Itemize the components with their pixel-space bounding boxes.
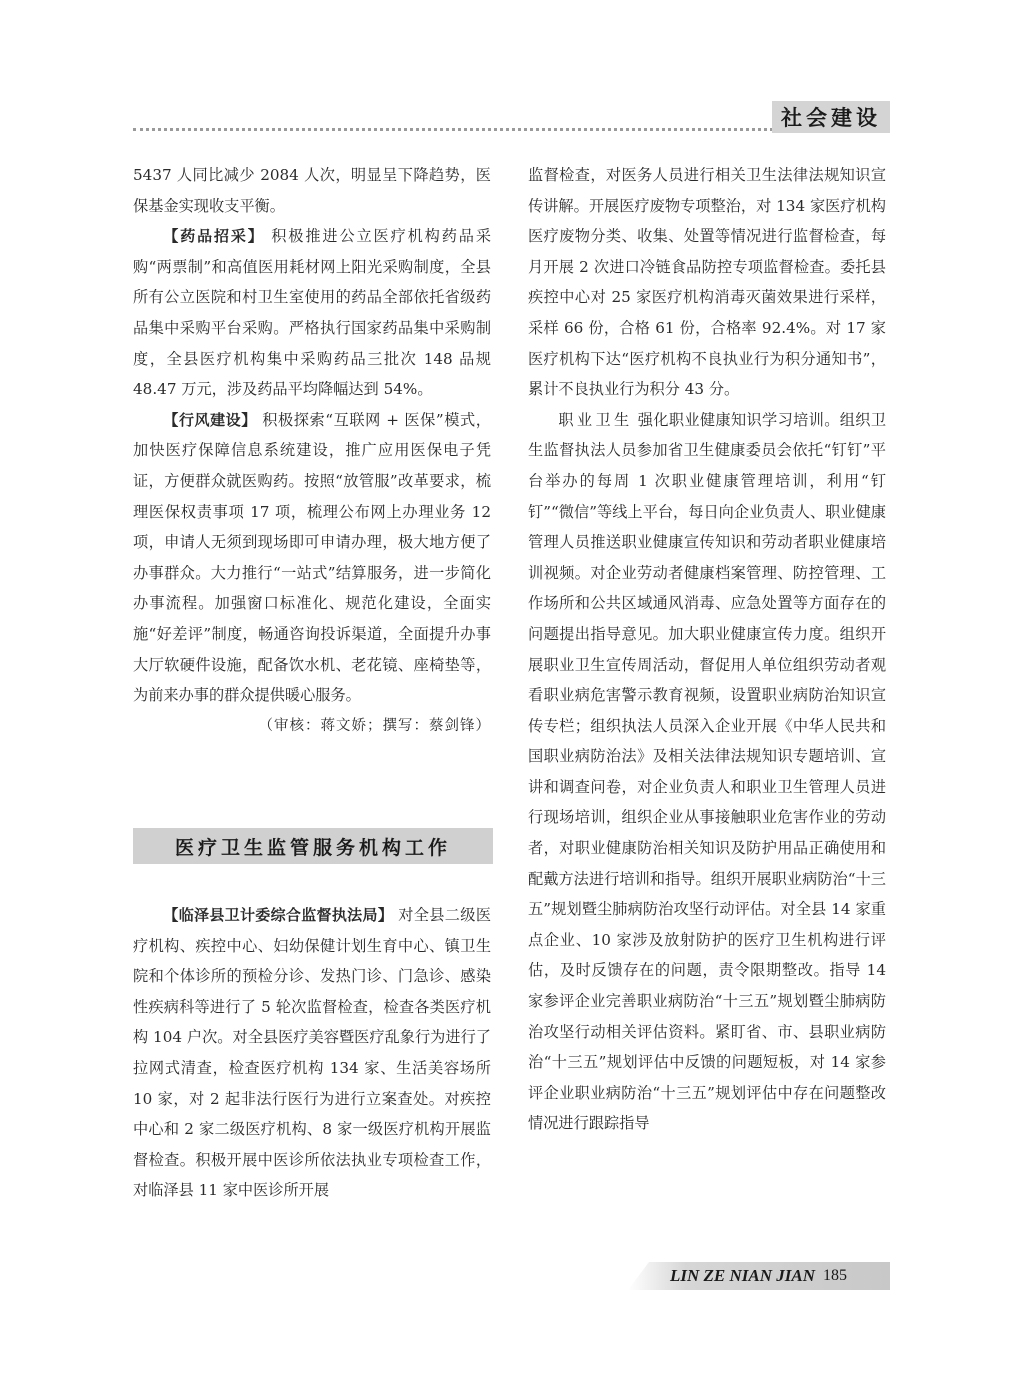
paragraph-enforcement-bureau	[133, 900, 491, 1206]
paragraph-drug-procurement	[133, 221, 491, 405]
journal-name: LIN ZE NIAN JIAN	[670, 1266, 815, 1285]
left-column-bottom	[133, 900, 491, 1206]
label-drug-procurement: 【药品招采】	[163, 227, 265, 246]
footer	[670, 1262, 847, 1290]
credit-line: （审核：蒋文娇；撰写：蔡剑锋）	[258, 717, 491, 734]
right-column	[528, 160, 886, 1139]
paragraph-occupational-health	[528, 405, 886, 1139]
section-banner	[133, 828, 493, 864]
paragraph-supervision: 监督检查，对医务人员进行相关卫生法律法规知识宣传讲解。开展医疗废物专项整治，对 134 家医疗机构医疗废物分类、收集、处置等情况进行监督检查，每月开展 2 次进口冷链食品防控专项监督检查。委托县疾控中心对 25 家医疗机构消毒灭菌效果进行采样，采样 66 份，合格 61 份，合格率 92.4%。对 17 家医疗机构下达“医疗机构不良执业行为积分通知书”，累计不良执业行为积分 43 分。	[528, 166, 886, 399]
label-enforcement-bureau: 【临泽县卫计委综合监督执法局】	[163, 906, 394, 924]
left-column-top	[133, 160, 491, 741]
text-enforcement-bureau: 对全县二级医疗机构、疾控中心、妇幼保健计划生育中心、镇卫生院和个体诊所的预检分诊、发热门诊、门急诊、感染性疾病科等进行了 5 轮次监督检查，检查各类医疗机构 104 户次。对全县医疗美容暨医疗乱象行为进行了拉网式清查，检查医疗机构 134 家、生活美容场所 10 家，对 2 起非法行医行为进行立案查处。对疾控中心和 2 家二级医疗机构、8 家一级医疗机构开展监督检查。积极开展中医诊所依法执业专项检查工作，对临泽县 11 家中医诊所开展	[133, 906, 492, 1200]
section-title: 社会建设	[781, 106, 881, 130]
section-tab	[772, 101, 890, 133]
text-occupational-health: 强化职业健康知识学习培训。组织卫生监督执法人员参加省卫生健康委员会依托“钉钉”平台举办的每周 1 次职业健康管理培训，利用“钉钉”“微信”等线上平台，每日向企业负责人、职业健康管理人员推送职业健康宣传知识和劳动者职业健康培训视频。对企业劳动者健康档案管理、防控管理、工作场所和公共区域通风消毒、应急处置等方面存在的问题提出指导意见。加大职业健康宣传力度。组织开展职业卫生宣传周活动，督促用人单位组织劳动者观看职业病危害警示教育视频，设置职业病防治知识宣传专栏；组织执法人员深入企业开展《中华人民共和国职业病防治法》及相关法律法规知识专题培训、宣讲和调查问卷，对企业负责人和职业卫生管理人员进行现场培训，组织企业从事接触职业危害作业的劳动者，对职业健康防治相关知识及防护用品正确使用和配戴方法进行培训和指导。组织开展职业病防治“十三五”规划暨尘肺病防治攻坚行动评估。对全县 14 家重点企业、10 家涉及放射防护的医疗卫生机构进行评估，及时反馈存在的问题，责令限期整改。指导 14 家参评企业完善职业病防治“十三五”规划暨尘肺病防治攻坚行动相关评估资料。紧盯省、市、县职业病防治“十三五”规划评估中反馈的问题短板，对 14 家参评企业职业病防治“十三五”规划评估中存在问题整改情况进行跟踪指导	[528, 410, 887, 1133]
keyword-occupational-health: 职业卫生	[558, 410, 633, 429]
header-dotted-rule	[133, 128, 773, 131]
paragraph-conduct	[133, 405, 491, 711]
paragraph-continuation: 5437 人同比减少 2084 人次，明显呈下降趋势，医保基金实现收支平衡。	[133, 166, 491, 215]
text-conduct: 积极探索“互联网 + 医保”模式，加快医疗保障信息系统建设，推广应用医保电子凭证，方便群众就医购药。按照“放管服”改革要求，梳理医保权责事项 17 项，梳理公布网上办理业务 12 项，申请人无须到现场即可申请办理，极大地方便了办事群众。大力推行“一站式”结算服务，进一步简化办事流程。加强窗口标准化、规范化建设，全面实施“好差评”制度，畅通咨询投诉渠道，全面提升办事大厅软硬件设施，配备饮水机、老花镜、座椅垫等，为前来办事的群众提供暖心服务。	[133, 410, 491, 705]
banner-title: 医疗卫生监管服务机构工作	[174, 836, 451, 859]
page-number: 185	[823, 1267, 847, 1284]
label-conduct: 【行风建设】	[163, 410, 257, 429]
text-drug-procurement: 积极推进公立医疗机构药品采购“两票制”和高值医用耗材网上阳光采购制度，全县所有公立医院和村卫生室使用的药品全部依托省级药品集中采购平台采购。严格执行国家药品集中采购制度，全县医疗机构集中采购药品三批次 148 品规 48.47 万元，涉及药品平均降幅达到 54%。	[133, 227, 491, 399]
